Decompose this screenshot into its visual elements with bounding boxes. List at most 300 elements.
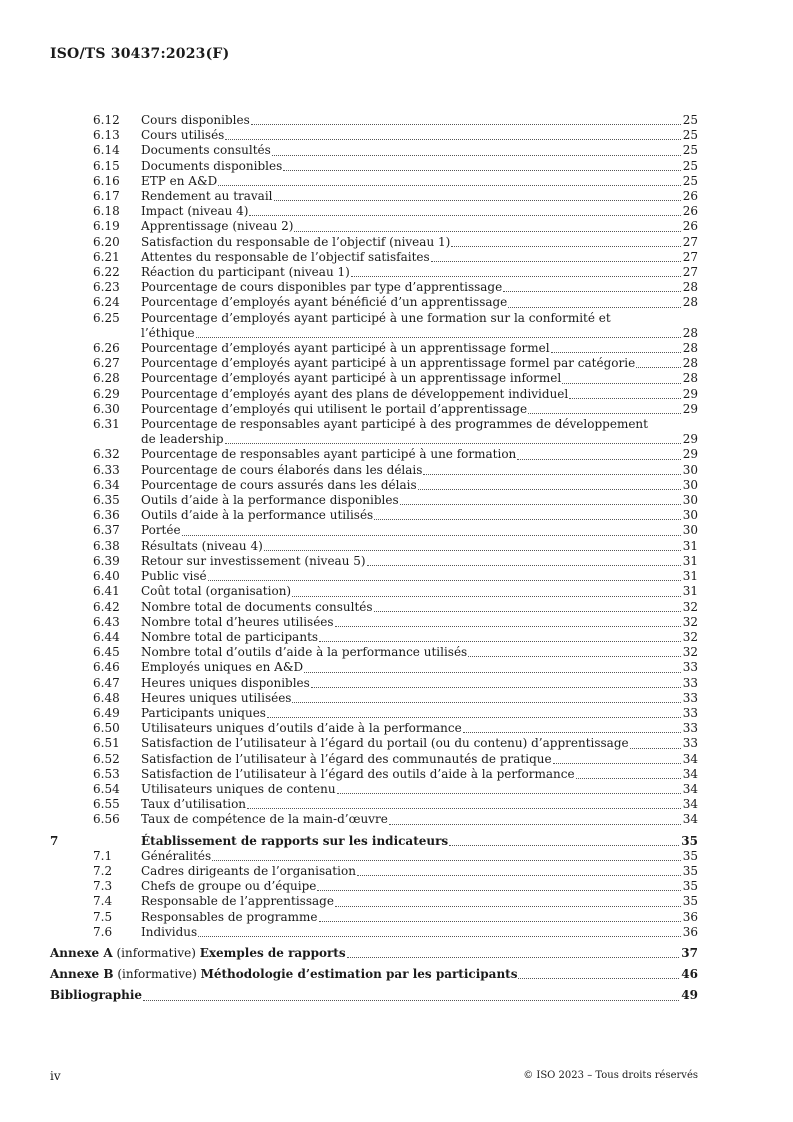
toc-entry-number: 6.16 xyxy=(93,173,120,188)
toc-entry-title-block xyxy=(141,797,683,812)
toc-entry-title-block xyxy=(141,539,683,554)
toc-entry-number: 6.18 xyxy=(93,204,120,219)
toc-entry-title-block xyxy=(141,721,683,736)
toc-entry-title-block xyxy=(141,447,683,462)
toc-entry-title: Heures uniques utilisées xyxy=(141,690,292,705)
toc-entry-title-block xyxy=(141,478,683,493)
toc-entry-title-block xyxy=(141,864,683,879)
toc-leader xyxy=(468,656,681,657)
toc-entry-title: Employés uniques en A&D xyxy=(141,660,304,675)
toc-entry-title-block xyxy=(141,523,683,538)
toc-leader xyxy=(400,504,681,505)
toc-leader xyxy=(272,155,681,156)
toc-entry-number: 6.39 xyxy=(93,553,120,568)
toc-entry-number: 6.15 xyxy=(93,158,120,173)
toc-leader xyxy=(553,763,681,764)
toc-entry-number: 6.14 xyxy=(93,143,120,158)
toc-entry[interactable] xyxy=(50,660,698,675)
toc-page-number: 35 xyxy=(682,863,698,878)
toc-entry-title: Nombre total de documents consultés xyxy=(141,599,373,614)
toc-entry[interactable] xyxy=(50,250,698,265)
toc-entry[interactable] xyxy=(50,204,698,219)
toc-leader xyxy=(292,702,680,703)
toc-entry-title: Chefs de groupe ou d’équipe xyxy=(141,879,317,894)
toc-entry[interactable] xyxy=(50,767,698,782)
toc-entry[interactable] xyxy=(50,356,698,371)
toc-leader xyxy=(518,978,679,979)
toc-entry-title: Réaction du participant (niveau 1) xyxy=(141,265,350,280)
toc-entry-title-block xyxy=(141,432,683,447)
toc-entry-title-block xyxy=(141,736,683,751)
toc-entry-number: 6.36 xyxy=(93,508,120,523)
toc-entry[interactable] xyxy=(50,736,698,751)
toc-entry-number: 6.33 xyxy=(93,462,120,477)
toc-entry-title: Satisfaction de l’utilisateur à l’égard des outils d’aide à la performance xyxy=(141,766,575,781)
toc-entry-title: Pourcentage de cours élaborés dans les délais xyxy=(141,462,423,477)
toc-page-number: 30 xyxy=(682,523,698,538)
toc-leader xyxy=(196,337,681,338)
toc-entry-title: Utilisateurs uniques d’outils d’aide à la performance xyxy=(141,721,462,736)
toc-entry-title-block xyxy=(141,113,683,128)
toc-entry-title-block xyxy=(141,326,683,341)
toc-page-number: 27 xyxy=(682,249,698,264)
toc-leader xyxy=(143,1000,679,1001)
toc-entry[interactable] xyxy=(50,159,698,174)
toc-entry-title-cont: l’éthique xyxy=(141,325,195,340)
toc-page-number: 28 xyxy=(682,341,698,356)
toc-page-number: 31 xyxy=(682,538,698,553)
toc-page-number: 36 xyxy=(682,909,698,924)
toc-leader xyxy=(357,875,681,876)
toc-leader xyxy=(198,936,681,937)
toc-entry[interactable] xyxy=(50,752,698,767)
toc-entry-number: 6.50 xyxy=(93,721,120,736)
toc-page-number: 28 xyxy=(682,356,698,371)
toc-page-number: 28 xyxy=(682,295,698,310)
toc-page-number: 25 xyxy=(682,128,698,143)
toc-annex-b[interactable] xyxy=(50,967,698,982)
toc-page-number: 33 xyxy=(682,675,698,690)
toc-leader xyxy=(449,845,679,846)
toc-page-number: 35 xyxy=(682,879,698,894)
toc-entry-number: 6.53 xyxy=(93,766,120,781)
toc-entry[interactable] xyxy=(50,417,698,432)
toc-page-number: 33 xyxy=(682,705,698,720)
toc-entry-title: Responsables de programme xyxy=(141,909,318,924)
toc-entry-title-block xyxy=(141,554,683,569)
annex-type: (informative) xyxy=(116,945,196,960)
toc-entry[interactable] xyxy=(50,539,698,554)
toc-page-number: 25 xyxy=(682,173,698,188)
toc-page-number: 33 xyxy=(682,690,698,705)
toc-entry-number: 6.20 xyxy=(93,234,120,249)
toc-entry-number: 7.2 xyxy=(93,863,113,878)
toc-page-number: 27 xyxy=(682,265,698,280)
toc-leader xyxy=(374,519,681,520)
toc-entry-title: Portée xyxy=(141,523,181,538)
toc-section-7[interactable] xyxy=(50,834,698,849)
toc-entry-title-block xyxy=(141,600,683,615)
toc-entry-title: Satisfaction de l’utilisateur à l’égard du portail (ou du contenu) d’apprentissage xyxy=(141,736,629,751)
toc-entry-number: 6.41 xyxy=(93,584,120,599)
toc-leader xyxy=(569,398,680,399)
toc-leader xyxy=(292,596,681,597)
toc-page-number: 29 xyxy=(682,447,698,462)
toc-leader xyxy=(274,200,681,201)
toc-entry-title: Pourcentage d’employés qui utilisent le portail d’apprentissage xyxy=(141,401,528,416)
toc-entry[interactable] xyxy=(50,174,698,189)
toc-entry[interactable] xyxy=(50,615,698,630)
toc-entry-title: Taux d’utilisation xyxy=(141,797,247,812)
toc-page-number: 35 xyxy=(681,833,698,848)
toc-entry-number: 6.52 xyxy=(93,751,120,766)
toc-entry-number: 6.27 xyxy=(93,356,120,371)
toc-page-number: 28 xyxy=(682,371,698,386)
toc-leader xyxy=(431,261,681,262)
toc-leader xyxy=(367,565,681,566)
toc-entry-title: Attentes du responsable de l’objectif satisfaites xyxy=(141,249,430,264)
toc-leader xyxy=(319,921,681,922)
toc-entry-title-block xyxy=(141,204,683,219)
toc-entry[interactable] xyxy=(50,797,698,812)
toc-page-number: 30 xyxy=(682,508,698,523)
toc-entry-title: Résultats (niveau 4) xyxy=(141,538,263,553)
toc-page-number: 31 xyxy=(682,569,698,584)
toc-entry-title-block xyxy=(141,615,683,630)
toc-entry-number: 6.43 xyxy=(93,614,120,629)
toc-entry[interactable] xyxy=(50,402,698,417)
toc-page-number: 25 xyxy=(682,143,698,158)
toc-entry-number: 6.25 xyxy=(93,310,120,325)
annex-title: Méthodologie d’estimation par les participants xyxy=(200,967,518,982)
toc-entry[interactable] xyxy=(50,523,698,538)
toc-leader xyxy=(335,626,681,627)
toc-page-number: 26 xyxy=(682,204,698,219)
toc-entry-title: Nombre total de participants xyxy=(141,629,319,644)
toc-entry[interactable] xyxy=(50,864,698,879)
toc-entry-number: 7.3 xyxy=(93,879,113,894)
toc-leader xyxy=(337,793,681,794)
toc-entry-title: Pourcentage d’employés ayant participé à un apprentissage formel xyxy=(141,341,550,356)
toc-entry[interactable] xyxy=(50,478,698,493)
toc-entry[interactable] xyxy=(50,280,698,295)
toc-leader xyxy=(311,687,681,688)
toc-page-number: 29 xyxy=(682,432,698,447)
toc-entry-number: 6.30 xyxy=(93,401,120,416)
toc-entry-title-block xyxy=(141,250,683,265)
toc-entry-number: 6.29 xyxy=(93,386,120,401)
toc-entry-title-block xyxy=(141,235,683,250)
toc-page-number: 34 xyxy=(682,812,698,827)
toc-leader xyxy=(294,231,680,232)
toc-entry-title-block xyxy=(141,812,683,827)
toc-entry-number: 6.49 xyxy=(93,705,120,720)
toc-entry[interactable] xyxy=(50,676,698,691)
toc-page-number: 35 xyxy=(682,894,698,909)
toc-leader xyxy=(208,580,681,581)
toc-entry-title-block xyxy=(141,265,683,280)
toc-entry-title: Pourcentage d’employés ayant participé à un apprentissage formel par catégorie xyxy=(141,356,636,371)
toc-entry[interactable] xyxy=(50,371,698,386)
toc-entry-number: 6.17 xyxy=(93,189,120,204)
toc-page-number: 25 xyxy=(682,158,698,173)
toc-leader xyxy=(319,641,681,642)
toc-entry-title: Pourcentage de responsables ayant participé à des programmes de développement xyxy=(141,417,648,432)
toc-leader xyxy=(251,124,681,125)
toc-entry[interactable] xyxy=(50,925,698,940)
toc-page-number: 26 xyxy=(682,189,698,204)
toc-page-number: 30 xyxy=(682,493,698,508)
toc-leader xyxy=(418,489,681,490)
toc-entry-title: ETP en A&D xyxy=(141,173,218,188)
toc-page-number: 30 xyxy=(682,477,698,492)
toc-entry-title: Pourcentage d’employés ayant participé à un apprentissage informel xyxy=(141,371,562,386)
toc-entry-title: Satisfaction du responsable de l’objectif (niveau 1) xyxy=(141,234,451,249)
toc-entry[interactable] xyxy=(50,569,698,584)
toc-entry-title: Pourcentage d’employés ayant des plans de développement individuel xyxy=(141,386,569,401)
toc-entry-number: 6.42 xyxy=(93,599,120,614)
toc-entry[interactable] xyxy=(50,447,698,462)
toc-entry[interactable] xyxy=(50,894,698,909)
toc-entry-number: 7.4 xyxy=(93,894,113,909)
toc-entry[interactable] xyxy=(50,189,698,204)
toc-page-number: 32 xyxy=(682,614,698,629)
toc-leader xyxy=(503,291,681,292)
toc-leader xyxy=(225,139,680,140)
toc-entry-number: 6.38 xyxy=(93,538,120,553)
toc-entry[interactable] xyxy=(50,849,698,864)
toc-bibliography[interactable] xyxy=(50,988,698,1003)
toc-leader xyxy=(264,550,681,551)
toc-entry-number: 6.54 xyxy=(93,781,120,796)
toc-entry[interactable] xyxy=(50,508,698,523)
toc-entry-title-block xyxy=(141,174,683,189)
toc-entry-title: Généralités xyxy=(141,848,212,863)
toc-entry-continuation[interactable] xyxy=(50,326,698,341)
toc-leader xyxy=(267,717,681,718)
toc-entry-number: 7.1 xyxy=(93,848,113,863)
toc-page-number: 32 xyxy=(682,645,698,660)
annex-label: Annexe A xyxy=(50,945,113,960)
toc-leader xyxy=(317,890,680,891)
toc-page-number: 34 xyxy=(682,781,698,796)
toc-entry[interactable] xyxy=(50,706,698,721)
toc-entry-continuation[interactable] xyxy=(50,432,698,447)
toc-entry[interactable] xyxy=(50,554,698,569)
toc-entry[interactable] xyxy=(50,143,698,158)
toc-entry-title: Individus xyxy=(141,924,198,939)
toc-annex-a[interactable] xyxy=(50,946,698,961)
toc-leader xyxy=(249,215,680,216)
toc-entry[interactable] xyxy=(50,600,698,615)
toc-leader xyxy=(247,808,681,809)
toc-entry-title-block xyxy=(141,706,683,721)
toc-page-number: 36 xyxy=(682,924,698,939)
toc-page-number: 34 xyxy=(682,751,698,766)
toc-page-number: 34 xyxy=(682,766,698,781)
toc-leader xyxy=(218,185,680,186)
toc-entry-title: Pourcentage de cours assurés dans les délais xyxy=(141,477,417,492)
toc-entry-number: 6.40 xyxy=(93,569,120,584)
toc-entry-title-block xyxy=(141,849,683,864)
toc-leader xyxy=(212,860,681,861)
toc-entry[interactable] xyxy=(50,812,698,827)
annex-title: Exemples de rapports xyxy=(199,945,346,960)
toc-entry-title-block xyxy=(141,894,683,909)
toc-leader xyxy=(517,459,680,460)
toc-entry[interactable] xyxy=(50,265,698,280)
toc-entry-title: Pourcentage d’employés ayant bénéficié d’un apprentissage xyxy=(141,295,508,310)
toc-entry[interactable] xyxy=(50,387,698,402)
toc-entry[interactable] xyxy=(50,493,698,508)
toc-entry-title: Public visé xyxy=(141,569,207,584)
toc-entry-title: Apprentissage (niveau 2) xyxy=(141,219,294,234)
toc-entry[interactable] xyxy=(50,341,698,356)
toc-page-number: 26 xyxy=(682,219,698,234)
toc-entry-number: 6.55 xyxy=(93,797,120,812)
toc-entry-title-block xyxy=(141,630,683,645)
toc-entry-title: Nombre total d’heures utilisées xyxy=(141,614,334,629)
toc-entry-number: 6.21 xyxy=(93,249,120,264)
toc-entry-title: Pourcentage d’employés ayant participé à une formation sur la conformité et xyxy=(141,310,611,325)
toc-entry-title: Taux de compétence de la main-d’œuvre xyxy=(141,812,388,827)
toc-page-number: 25 xyxy=(682,113,698,127)
toc-entry[interactable] xyxy=(50,235,698,250)
toc-entry-number: 6.48 xyxy=(93,690,120,705)
toc-page-number: 30 xyxy=(682,462,698,477)
toc-entry-title-block xyxy=(141,691,683,706)
toc-entry-title: Documents consultés xyxy=(141,143,271,158)
toc-entry-title-block xyxy=(141,371,683,386)
toc-entry-title: Nombre total d’outils d’aide à la performance utilisés xyxy=(141,645,468,660)
toc-entry-title-block xyxy=(141,402,683,417)
toc-entry-title-block xyxy=(141,143,683,158)
toc-entry-title-block xyxy=(141,493,683,508)
toc-entry-title-block xyxy=(141,341,683,356)
toc-entry-number: 6.28 xyxy=(93,371,120,386)
toc-entry-title: Utilisateurs uniques de contenu xyxy=(141,781,336,796)
document-header: ISO/TS 30437:2023(F) xyxy=(50,46,230,62)
toc-entry-title-block xyxy=(141,752,683,767)
toc-entry-title: Satisfaction de l’utilisateur à l’égard des communautés de pratique xyxy=(141,751,552,766)
toc-entry-number: 6.26 xyxy=(93,341,120,356)
toc-leader xyxy=(351,276,681,277)
toc-leader xyxy=(562,383,681,384)
toc-entry-title: Pourcentage de responsables ayant participé à une formation xyxy=(141,447,517,462)
toc-page-number: 33 xyxy=(682,721,698,736)
toc-entry-title: Pourcentage de cours disponibles par type d’apprentissage xyxy=(141,280,503,295)
annex-label: Annexe B xyxy=(50,967,114,982)
table-of-contents xyxy=(50,113,698,1004)
toc-entry-title: Impact (niveau 4) xyxy=(141,204,249,219)
toc-entry[interactable] xyxy=(50,879,698,894)
toc-entry-title-block xyxy=(141,584,683,599)
toc-leader xyxy=(630,748,681,749)
toc-page-number: 28 xyxy=(682,280,698,295)
toc-entry[interactable] xyxy=(50,645,698,660)
toc-entry-title-block xyxy=(141,782,683,797)
toc-entry[interactable] xyxy=(50,721,698,736)
toc-entry[interactable] xyxy=(50,630,698,645)
toc-leader xyxy=(283,170,680,171)
toc-entry-title-block xyxy=(141,508,683,523)
toc-entry[interactable] xyxy=(50,910,698,925)
toc-entry-title: Participants uniques xyxy=(141,705,266,720)
toc-entry-title: Heures uniques disponibles xyxy=(141,675,310,690)
toc-entry[interactable] xyxy=(50,691,698,706)
toc-entry[interactable] xyxy=(50,295,698,310)
toc-entry-number: 6.22 xyxy=(93,265,120,280)
toc-entry-title-cont: de leadership xyxy=(141,432,224,447)
toc-entry[interactable] xyxy=(50,128,698,143)
bibliography-title: Bibliographie xyxy=(50,988,143,1003)
toc-entry-number: 6.44 xyxy=(93,629,120,644)
toc-leader xyxy=(389,824,681,825)
toc-entry-number: 6.31 xyxy=(93,417,120,432)
toc-entry-number: 6.32 xyxy=(93,447,120,462)
toc-leader xyxy=(182,535,681,536)
toc-page-number: 29 xyxy=(682,386,698,401)
toc-entry-title-block xyxy=(141,910,683,925)
toc-entry-number: 6.51 xyxy=(93,736,120,751)
toc-entry-title: Retour sur investissement (niveau 5) xyxy=(141,553,366,568)
toc-entry-title-block xyxy=(141,387,683,402)
toc-entry-title: Rendement au travail xyxy=(141,189,273,204)
toc-entry-number: 7.6 xyxy=(93,924,113,939)
toc-entry[interactable] xyxy=(50,584,698,599)
toc-entry-number: 7.5 xyxy=(93,909,113,924)
toc-entry-title: Coût total (organisation) xyxy=(141,584,292,599)
toc-entry-title-block xyxy=(141,925,683,940)
toc-entry-number: 6.37 xyxy=(93,523,120,538)
toc-leader xyxy=(225,443,681,444)
toc-entry-title-block xyxy=(141,569,683,584)
toc-entry-title-block xyxy=(141,645,683,660)
toc-page-number: 28 xyxy=(682,325,698,340)
toc-page-number: 49 xyxy=(681,988,698,1003)
toc-entry-number: 6.46 xyxy=(93,660,120,675)
toc-entry-number: 6.56 xyxy=(93,812,120,827)
toc-entry-title-block xyxy=(141,356,683,371)
toc-page-number: 33 xyxy=(682,660,698,675)
toc-entry[interactable] xyxy=(50,463,698,478)
toc-entries-7 xyxy=(50,849,698,940)
toc-entry[interactable] xyxy=(50,782,698,797)
toc-leader xyxy=(304,672,681,673)
toc-page-number: 33 xyxy=(682,736,698,751)
toc-entry[interactable] xyxy=(50,219,698,234)
toc-entry-number: 6.34 xyxy=(93,477,120,492)
toc-page-number: 32 xyxy=(682,629,698,644)
toc-entry-title-block xyxy=(141,280,683,295)
toc-entry-title: Cours utilisés xyxy=(141,128,225,143)
toc-entry-title-block xyxy=(141,767,683,782)
footer-page-number: iv xyxy=(50,1069,61,1083)
toc-page-number: 46 xyxy=(681,967,698,982)
toc-leader xyxy=(423,474,680,475)
footer-copyright: © ISO 2023 – Tous droits réservés xyxy=(523,1070,698,1081)
toc-page-number: 29 xyxy=(682,401,698,416)
toc-section-title: Établissement de rapports sur les indicateurs xyxy=(141,833,449,848)
toc-entry-title: Cours disponibles xyxy=(141,113,250,127)
toc-entry-title-block xyxy=(141,463,683,478)
toc-entry-title-block xyxy=(141,295,683,310)
toc-entry[interactable] xyxy=(50,113,698,128)
toc-page-number: 32 xyxy=(682,599,698,614)
toc-leader xyxy=(508,307,680,308)
toc-entry-title-block xyxy=(141,417,698,432)
toc-entry[interactable] xyxy=(50,311,698,326)
